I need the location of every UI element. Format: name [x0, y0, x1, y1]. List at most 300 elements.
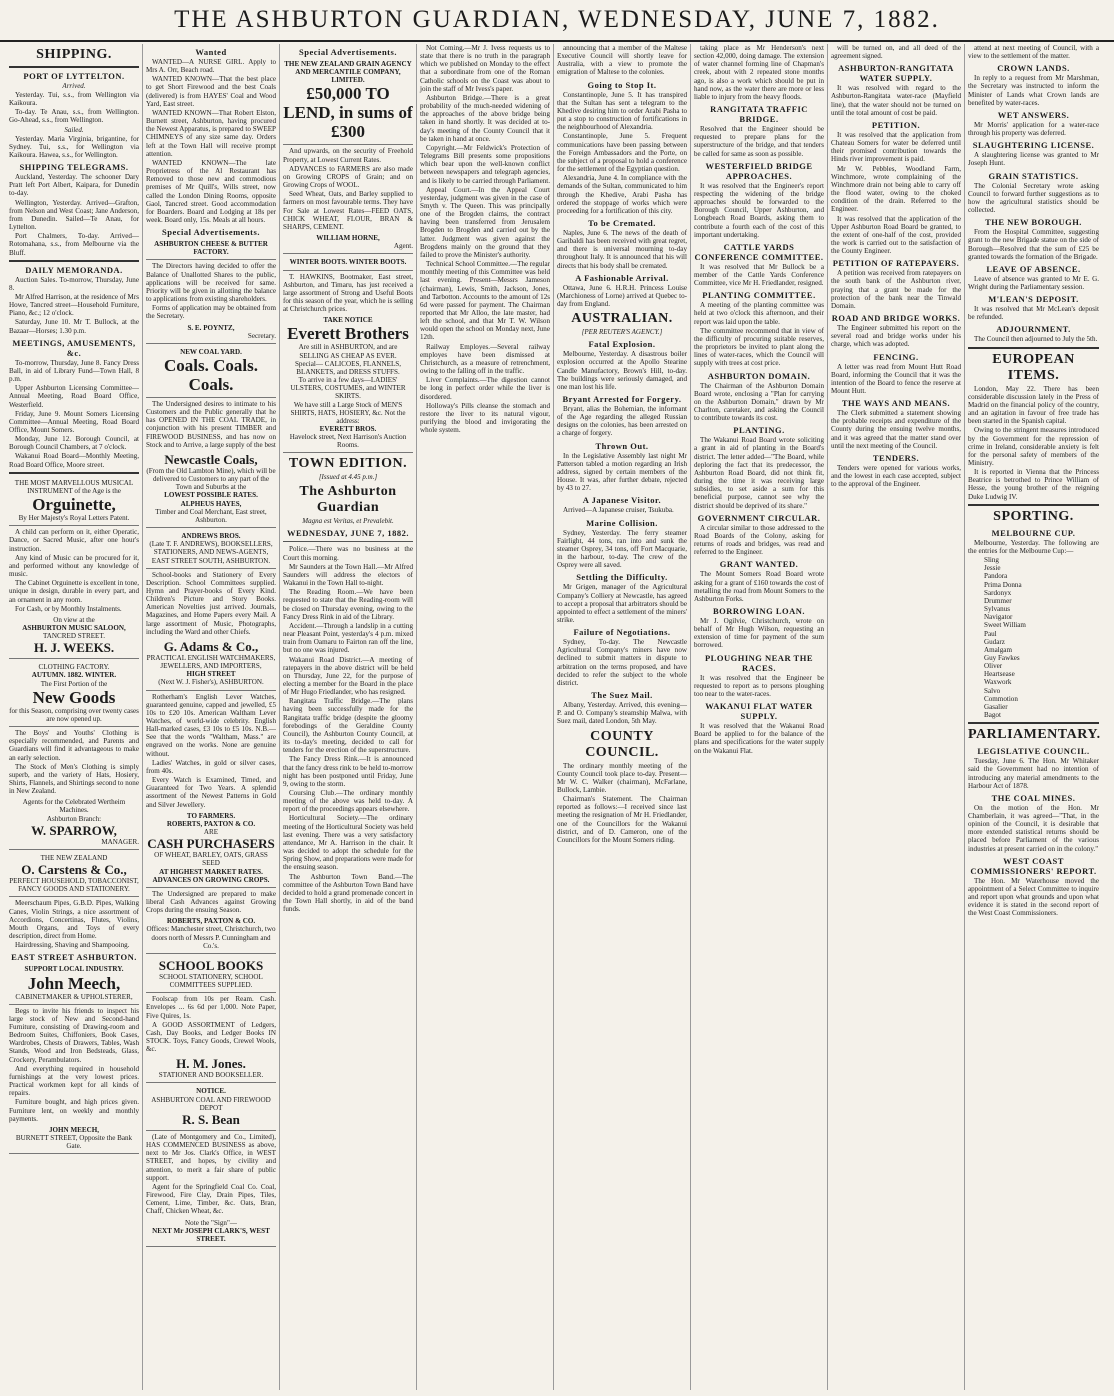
article-paragraph: Horticultural Society.—The ordinary meeting of the Horticultural Society was held last evening. There was a very satisfactory attendance, Mr A. Harrison in the chair. It was decided to adopt the schedule for the Spring Show, and preparations were made for the ensuing season. — [283, 814, 413, 872]
section-heading: SHIPPING. — [36, 47, 112, 62]
article-paragraph: Ottawa, June 6. H.R.H. Princess Louise (Marchioness of Lorne) arrived at Quebec to-day from England. — [557, 283, 687, 309]
article-paragraph: announcing that a member of the Maltese Executive Council will shortly leave for Australia, with a view to promote the emigration of Maltese to the colonies. — [557, 44, 687, 77]
article-paragraph: A slaughtering license was granted to Mr Joseph Hunt. — [968, 151, 1099, 168]
article-paragraph: Not Coming.—Mr J. Ivess requests us to state that there is no truth in the paragraph which we published on Monday to the effect that a subordinate from one of the Roman Catholic schools on the Coast was about to join the staff of Mr Ivess's paper. — [420, 44, 550, 93]
section-divider — [968, 347, 1099, 349]
section-heading: ROAD AND BRIDGE WORKS. — [831, 313, 961, 324]
article-paragraph: The Reading Room.—We have been requested to state that the Reading-room will be closed on Thursday evening, owing to the Fancy Dress Rink in aid of the Library. — [283, 588, 413, 621]
article-paragraph: School-books and Stationery of Every Description. School Committees supplied. Hymn and Prayer-books of Every Kind. Children's Picture and Story Books. American Novelties just arrived. Journals, Magazines, and Home Papers every Mail. A large assortment of Music, Photographs, including the Ward and other Chiefs. — [146, 570, 276, 636]
article-paragraph: Friday, June 9. Mount Somers Licensing Committee—Annual Meeting, Road Board Office, Mount Somers. — [9, 409, 139, 434]
article-paragraph: WANTED KNOWN—That the best place to get Short Firewood and the best Coals (delivered) is from HAYES' Coal and Wood Yard, East street. — [146, 75, 276, 108]
article-paragraph: The Fancy Dress Rink.—It is announced that the fancy dress rink to be held to-morrow night has been postponed until Friday, June 9, owing to the storm. — [283, 755, 414, 788]
article-paragraph: It was resolved that the Engineer's report respecting the widening of the bridge approaches should be forwarded to the Borough Council, Upper Ashburton, and Longbeach Road Boards, asking them to contribute a fourth each of the cost of this important undertaking. — [694, 181, 824, 239]
advertisement — [146, 238, 276, 260]
advertisement — [146, 322, 276, 344]
advertisement-line: THE MOST MARVELLOUS MUSICAL INSTRUMENT of the Age is the — [14, 478, 134, 495]
article-paragraph: The Clerk submitted a statement showing the probable receipts and expenditure of the County during the ensuing twelve months, and it was agreed that the matter stand over until the next meeting of the Council. — [831, 409, 961, 450]
entry-name: Oliver — [984, 662, 1003, 671]
section-heading: RANGITATA TRAFFIC BRIDGE. — [710, 104, 808, 125]
advertisement-line: Newcastle Coals, — [164, 451, 258, 467]
advertisement-line: LOWEST POSSIBLE RATES. — [164, 491, 258, 500]
article-paragraph: It was resolved that Mr McLean's deposit be refunded. — [968, 305, 1099, 322]
advertisement-line: ARE — [203, 828, 219, 837]
advertisement-line: ROBERTS, PAXTON & CO. — [166, 819, 256, 828]
advertisement-line: CLOTHING FACTORY. — [38, 663, 110, 672]
entry-name: Sardonyx — [984, 588, 1012, 597]
article-paragraph: Railway Employes.—Several railway employes have been dismissed at Christchurch, as a measure of retrenchment, owing to the falling off in the traffic. — [420, 342, 550, 376]
advertisement-line: NEW COAL YARD. — [180, 347, 242, 356]
article-paragraph: attend at next meeting of Council, with a view to the settlement of the matter. — [968, 44, 1099, 61]
advertisement — [9, 661, 139, 727]
advertisement-line: Are still in ASHBURTON, and are SELLING AS CHEAP AS EVER. — [298, 343, 398, 360]
section-divider — [968, 504, 1099, 506]
advertisement — [146, 637, 276, 691]
advertisement-line: (Late T. F. ANDREWS), BOOKSELLERS, STATIONERS, AND NEWS-AGENTS, EAST STREET SOUTH, ASHBURTON. — [149, 540, 273, 565]
article-paragraph: Yesterday. Tui, s.s., from Wellington via Kaikoura. — [9, 91, 139, 108]
section-heading: MELBOURNE CUP. — [991, 527, 1076, 538]
article-paragraph: The Undersigned desires to intimate to his Customers and the Public generally that he has OPENED IN THE COAL TRADE, in conjunction with his present TIMBER and FIREWOOD BUSINESS, and has now on Stock and to Arrive, a large supply of the best — [146, 400, 276, 449]
article-paragraph: Ashburton Bridge.—There is a great probability of the much-needed widening of the approaches of the above bridge being taken in hand shortly. It was decided at to-day's meeting of the County Council that it be taken in hand at once. — [420, 93, 550, 143]
advertisement-line: Agents for the Celebrated Wertheim Machines. — [22, 798, 126, 815]
advertisement-line: On view at the — [53, 615, 95, 624]
advertisement-line: Coals. Coals. Coals. — [164, 356, 258, 394]
section-heading: Thrown Out. — [595, 440, 649, 451]
advertisement — [9, 614, 139, 659]
section-heading: PORT OF LYTTELTON. — [23, 71, 125, 81]
article-paragraph: Constantinople, June 5. It has transpired that the Sultan has sent a telegram to the Khedive desiring him to order Arabi Pasha to put a stop to construction of fortifications in the neighbourhood of Alexandria. — [557, 90, 687, 132]
section-heading: M'LEAN'S DEPOSIT. — [988, 294, 1079, 305]
article-paragraph: The Directors having decided to offer the Balance of Unallotted Shares to the public, applications will be received for same. Priority will be given in allotting the balance to applications from existing shareholders. — [146, 262, 276, 304]
column-rule — [283, 541, 413, 542]
advertisement-line: EVERETT BROS. — [319, 425, 377, 433]
article-paragraph: A circular similar to those addressed to the Road Boards of the Colony, asking for returns of roads and bridges, was read and referred to the Engineer. — [694, 523, 824, 557]
section-heading: GRANT WANTED. — [719, 559, 799, 570]
article-paragraph: Tuesday, June 6. The Hon. Mr Whitaker said the Government had no intention of introducing any material amendments to the Harbour Act of 1878. — [968, 757, 1099, 790]
advertisement-line: Special— CALICOES, FLANNELS, BLANKETS, and DRESS STUFFS. — [294, 359, 401, 376]
entry-name: Guy Fawkes — [984, 653, 1020, 662]
advertisement — [9, 796, 139, 850]
advertisement-line: Offices: Manchester street, Christchurch, two doors north of Messrs P. Cunningham and Co.'s. — [146, 925, 276, 950]
article-paragraph: The committee recommend that in view of the difficulty of procuring suitable reserves, the proprietors be invited to plant along the lines of water-races, which the Council will supply with trees at cost price. — [694, 326, 824, 368]
section-heading: THE NEW BOROUGH. — [985, 217, 1082, 228]
advertisement-line: Secretary. — [247, 331, 276, 340]
article-paragraph: Owing to the stringent measures introduced by the Government for the repression of crime in Ireland, considerable anxiety is felt for the personal safety of members of the Ministry. — [968, 426, 1099, 467]
article-paragraph: And everything required in household furnishings at the very lowest prices. Practical workmen kept for all kinds of repairs. — [9, 1064, 139, 1098]
advertisement-line: CABINETMAKER & UPHOLSTERER, — [15, 992, 133, 1001]
advertisement-line: AUTUMN. 1882. WINTER. — [31, 671, 117, 680]
advertisement-line: H. M. Jones. — [176, 1056, 246, 1072]
advertisement — [146, 1085, 276, 1130]
subheading: [Issued at 4.45 p.m.] — [318, 473, 378, 482]
section-heading: FENCING. — [873, 351, 919, 362]
advertisement — [146, 530, 276, 569]
advertisement-line: OF WHEAT, BARLEY, OATS, GRASS SEED — [154, 851, 268, 868]
article-paragraph: T. HAWKINS, Bootmaker, East street, Ashburton, and Timaru, has just received a large assortment of Strong and Useful Boots for this season of the year, which he is selling at Christchurch prices. — [283, 272, 413, 314]
column-4 — [417, 44, 554, 1390]
advertisement-line: (Next W. J. Fisher's), ASHBURTON. — [158, 678, 264, 687]
advertisement-line: R. S. Bean — [182, 1111, 240, 1127]
section-heading: WESTERFIELD BRIDGE APPROACHES. — [705, 160, 813, 181]
article-paragraph: Arrived—A Japanese cruiser, Tsukuba. — [563, 506, 674, 515]
article-paragraph: Police.—There was no business at the Court this morning. — [283, 545, 413, 562]
section-heading: THE WAYS AND MEANS. — [841, 398, 951, 409]
advertisement-line: SUPPORT LOCAL INDUSTRY. — [24, 965, 124, 974]
advertisement-line: The First Portion of the — [40, 679, 108, 688]
article-paragraph: Resolved that the Engineer should be requested to prepare plans for the superstructure of the bridge, and that tenders be called for same as soon as possible. — [694, 125, 824, 158]
article-paragraph: Begs to invite his friends to inspect his large stock of New and Second-hand Furniture, consisting of Drawing-room and Bedroom Suites, Chiffoniers, Book Cases, Wardrobes, Chests of Drawers, Tables, Wash Stands, Wood and Iron Bedsteads, Glass, Crockery, Perambulators. — [9, 1006, 139, 1064]
article-paragraph: To-morrow, Thursday, June 8. Fancy Dress Ball, in aid of Library Fund—Town Hall, 8 p.m. — [9, 358, 139, 384]
article-paragraph: Mr J. Ogilvie, Christchurch, wrote on behalf of Mr Hugh Wilson, requesting an extension of time for payment of the sum borrowed. — [694, 616, 824, 650]
advertisement-line: ANDREWS BROS. — [181, 532, 241, 541]
section-heading: WAKANUI FLAT WATER SUPPLY. — [705, 701, 813, 722]
article-paragraph: Mr W. Pebbles, Woodland Farm, Winchmore, wrote complaining of the Winchmore drain not being able to carry off the flood water, owing to the choked condition of the drain. Referred to the Engineer. — [831, 164, 961, 214]
article-paragraph: A letter was read from Mount Hutt Road Board, informing the Council that it was the intention of the Board to fence the reserve at Mount Hutt. — [831, 362, 961, 395]
article-paragraph: The Cabinet Orguinette is excellent in tone, unique in design, durable in every part, and an ornament in any room. — [9, 579, 139, 604]
article-paragraph: taking place as Mr Henderson's next section 42,000, doing damage. The extension of water channel forming line of Chapman's creek, about with 2 repeated stone months ago, is also a work which should be put in hand now, as the water there are more or less liable to injury from the heavy floods. — [694, 44, 824, 101]
advertisement-line: CASH PURCHASERS — [147, 836, 275, 852]
article-paragraph: Sydney, Yesterday. The ferry steamer Fairlight, 44 tons, ran into and sunk the steamer Osprey, 34 tons, off Fort Macquarie, in the harbour, to-day. The crew of the Osprey were all saved. — [557, 528, 687, 570]
entry-name: Jessie — [984, 564, 1001, 573]
advertisement — [146, 346, 276, 398]
article-paragraph: The Chairman of the Ashburton Domain Board wrote, enclosing a "Plan for carrying on the Ashburton Domain," drawn by Mr Charlton, caretaker, and asking the Council to contribute towards its cost. — [694, 381, 824, 423]
advertisement-line: TANCRED STREET. — [43, 632, 105, 641]
article-paragraph: Wakanui Road District.—A meeting of ratepayers in the above district will be held on Thursday, June 22, for the purpose of electing a member for the Board in the place of Mr Hugo Friedlander, who has resigned. — [283, 655, 413, 697]
article-paragraph: Forms of application may be obtained from the Secretary. — [146, 304, 276, 321]
advertisement-line: ROBERTS, PAXTON & CO. — [166, 917, 256, 926]
article-paragraph: It was resolved that the application from Chateau Somers for water be deferred until their promised contribution towards the Hinds river improvement is paid. — [831, 130, 961, 164]
advertisement — [146, 1054, 276, 1083]
advertisement-line: £50,000 TO LEND, in sums of £300 — [283, 84, 413, 142]
entry-name: Paul — [984, 629, 997, 638]
advertisement-line: New Goods — [32, 687, 116, 707]
entry-name: Salvo — [984, 686, 1001, 695]
advertisement-line: WINTER BOOTS. WINTER BOOTS. — [289, 258, 407, 267]
section-heading: Special Advertisements. — [299, 47, 397, 57]
article-paragraph: Melbourne, Yesterday. The following are the entries for the Melbourne Cup:— — [968, 538, 1099, 555]
section-heading: DAILY MEMORANDA. — [25, 264, 123, 275]
section-heading: CATTLE YARDS CONFERENCE COMMITTEE. — [694, 241, 824, 262]
advertisement-line: MANAGER. — [101, 837, 139, 846]
section-heading: ASHBURTON-RANGITATA WATER SUPPLY. — [838, 63, 954, 84]
section-heading: GOVERNMENT CIRCULAR. — [697, 512, 821, 523]
article-paragraph: The Council then adjourned to July the 5th. — [974, 335, 1098, 344]
advertisement-line: ASHBURTON CHEESE & BUTTER FACTORY. — [154, 240, 268, 257]
column-2 — [143, 44, 280, 1390]
section-heading: Wanted — [195, 47, 227, 57]
section-heading: Special Advertisements. — [162, 227, 260, 238]
article-paragraph: Agent for the Springfield Coal Co. Coal, Firewood, Fire Clay, Drain Pipes, Tiles, Cement, Lime, Timber, &c. Oats, Bran, Chaff, Chicken Wheat, &c. — [146, 1182, 276, 1216]
article-paragraph: A child can perform on it, either Operatic, Dance, or Sacred Music, after one hour's instruction. — [9, 528, 139, 553]
entry-name: Heartsease — [984, 670, 1015, 679]
section-divider — [9, 260, 139, 262]
article-paragraph: It was resolved that the application of the Upper Ashburton Road Board be granted, to the extent of one-half of the cost, provided the work is carried out to the satisfaction of the County Engineer. — [831, 214, 961, 256]
advertisement — [9, 477, 139, 526]
advertisement-line: NEXT Mr JOSEPH CLARK'S, WEST STREET. — [152, 1226, 270, 1243]
article-paragraph: A meeting of the planting committee was held at two o'clock this afternoon, and their report was laid upon the table. — [694, 301, 824, 326]
article-paragraph: The Stock of Men's Clothing is simply superb, and the variety of Hats, Hosiery, Shirts, Flannels, and Shirtings second to none in New Zealand. — [9, 762, 139, 796]
advertisement-line: TAKE NOTICE — [323, 316, 373, 325]
article-paragraph: It is reported in Vienna that the Princess Beatrice is betrothed to Prince William of Hesse, the young brother of the reigning Duke Ludwig IV. — [968, 468, 1099, 501]
article-paragraph: Mr Saunders at the Town Hall.—Mr Alfred Saunders will address the electors of Wakanui in the Town Hall to-night. — [283, 562, 413, 588]
article-paragraph: A petition was received from ratepayers on the south bank of the Ashburton river, praying that a grant be made for the protection of the bank near the Tinwald Domain. — [831, 269, 961, 310]
section-heading: The Ashburton Guardian — [299, 484, 397, 516]
article-paragraph: The Colonial Secretary wrote asking Council to forward further suggestions as to how the agricultural statistics should be collected. — [968, 181, 1099, 215]
section-heading: WEDNESDAY, JUNE 7, 1882. — [287, 528, 409, 539]
article-paragraph: Auction Sales. To-morrow, Thursday, June 8. — [9, 275, 139, 292]
entry-name: Commotion — [984, 694, 1018, 703]
section-heading: ADJOURNMENT. — [996, 324, 1071, 335]
advertisement-line: SCHOOL BOOKS — [158, 957, 264, 973]
article-paragraph: A GOOD ASSORTMENT of Ledgers, Cash, Day Books, and Ledger Books IN STOCK. Toys, Fancy Goods, Crewel Wools, &c. — [146, 1020, 276, 1054]
subheading: [PER REUTER'S AGENCY.] — [581, 328, 663, 337]
advertisement-line: ASHBURTON MUSIC SALOON, — [22, 623, 126, 632]
section-heading: THE COAL MINES. — [991, 792, 1076, 803]
article-paragraph: Copyright.—Mr Feldwick's Protection of Telegrams Bill presents some propositions which bear upon the well-known conflict between newspapers and telegraph agencies, and is likely to be carried through Parliament. — [420, 143, 551, 185]
column-5 — [554, 44, 691, 1390]
section-heading: CROWN LANDS. — [997, 63, 1070, 74]
column-8 — [965, 44, 1102, 1390]
article-paragraph: The Undersigned are prepared to make liberal Cash Advances against Growing Crops during the ensuing Season. — [146, 889, 276, 915]
section-heading: LEAVE OF ABSENCE. — [986, 263, 1081, 274]
article-paragraph: Ladies' Watches, in gold or silver cases, from 40s. — [146, 758, 276, 775]
subheading: Magna est Veritas, et Prevalebit. — [302, 517, 394, 526]
advertisement-line: Timber and Coal Merchant, East street, Ashburton. — [155, 507, 267, 524]
advertisement-line: SCHOOL STATIONERY, SCHOOL COMMITTEES SUPPLIED. — [159, 972, 263, 990]
article-paragraph: (Late of Montgomery and Co., Limited), HAS COMMENCED BUSINESS as above, next to Mr Jos. Clark's Office, in WEST STREET, and hopes, by civility and attention, to merit a fair share of public support. — [146, 1132, 276, 1182]
section-heading: SHIPPING TELEGRAMS. — [19, 162, 129, 173]
article-paragraph: will be turned on, and all deed of the agreement signed. — [831, 44, 961, 61]
advertisement-line: THE NEW ZEALAND — [40, 853, 108, 862]
entry-name: Amalgam — [984, 645, 1012, 654]
advertisement-line: John Meech, — [27, 973, 121, 993]
advertisement — [9, 963, 139, 1004]
article-paragraph: Technical School Committee.—The regular monthly meeting of this Committee was held last evening. Present—Messrs Jameson (chairman), Lewis, Smith, Jackson, Jones, and Tarbotton. Accounts to the amount of 12s 6d were passed for payment. The Chairman reported that Mr Alloo, the late master, had left the school, and that Mr T. W. Wilson would open the school on Monday next, June 12th. — [420, 260, 550, 342]
article-paragraph: Furniture bought, and high prices given. Furniture lent, on weekly and monthly payments. — [9, 1098, 139, 1123]
advertisement-line: Everett Brothers — [287, 324, 409, 344]
article-paragraph: From the Hospital Committee, suggesting grant to the new Brigade statue on the side of Borough—Resolved that the sum of £25 be granted towards the formation of the Brigade. — [968, 228, 1099, 261]
entry-name: Sling — [984, 556, 999, 565]
advertisement-line: Note the "Sign"— — [185, 1218, 237, 1227]
advertisement-line: Ashburton Branch: — [46, 814, 102, 823]
article-paragraph: Upper Ashburton Licensing Committee—Annual Meeting, Road Board Office, Westerfield. — [9, 384, 139, 409]
section-heading: Settling the Difficulty. — [576, 572, 668, 583]
entry-name: Drummer — [984, 596, 1012, 605]
section-heading: A Japanese Visitor. — [582, 495, 662, 506]
article-paragraph: Monday, June 12. Borough Council, at Borough Council Chambers, at 7 o'clock. — [9, 435, 139, 452]
section-heading: EAST STREET ASHBURTON. — [11, 952, 137, 963]
article-paragraph: Rangitata Traffic Bridge.—The plans having been successfully made for the Rangitata traffic bridge (despite the gloomy forebodings of the Geraldine County Council), the Ashburton County Council, at its to-day's meeting, decided to call for tenders for the erection of the superstructure. — [283, 697, 413, 755]
advertisement — [9, 1124, 139, 1154]
article-paragraph: ADVANCES to FARMERS are also made on Growing CROPS of Grain; and on Growing Crops of WOOL. — [283, 164, 413, 190]
advertisement — [283, 314, 413, 453]
article-paragraph: Mr Morris' application for a water-race through his property was deferred. — [968, 120, 1099, 138]
section-heading: PETITION. — [871, 119, 921, 130]
advertisement-line: ASHBURTON COAL AND FIREWOOD DEPOT — [151, 1095, 271, 1112]
article-paragraph: WANTED KNOWN—The late Proprietress of the Al Restaurant has Removed to those new and commodious premises of Mr Quill's, Wills street, now called the London Dining Rooms, opposite Gaol, Tancred street. Good accommodation for Boarders. Board and Lodging at 18s per week. Board only, 15s. Meals at all hours. — [146, 158, 276, 224]
article-paragraph: Meerschaum Pipes, G.B.D. Pipes, Walking Canes, Violin Strings, a nice assortment of Accordions, Concertinas, Flutes, Violins, Mouth Organs, and Toys of every description, direct from Home. — [9, 899, 139, 941]
article-paragraph: Rotherham's English Lever Watches, guaranteed genuine, capped and jewelled, £5 10s to £20 10s. American Waltham Lever Watches, of world-wide celebrity. English Hall-marked cases, £3 10s to £5 10s. N.B.—See that the words "Waltham, Mass." are engraved on the works. None are genuine without. — [146, 692, 276, 758]
article-paragraph: The Boys' and Youths' Clothing is especially recommended, and Parents and Guardians will find it advantageous to make an early selection. — [9, 729, 139, 762]
article-paragraph: Seed Wheat, Oats, and Barley supplied to farmers on most favourable terms. They have For Sale at Lowest Rates—FEED OATS, CHICK WHEAT, FLOUR, BRAN & SHARPS, CEMENT. — [283, 190, 413, 231]
section-heading: PLOUGHING NEAR THE RACES. — [704, 652, 814, 673]
article-paragraph: And upwards, on the security of Freehold Property, at Lowest Current Rates. — [283, 147, 413, 164]
advertisement — [146, 956, 276, 993]
entry-name: Navigator — [984, 613, 1013, 622]
advertisement-line: O. Carstens & Co., — [21, 862, 127, 878]
section-heading: TOWN EDITION. — [288, 456, 408, 472]
article-paragraph: It was resolved that Mr Bullock be a member of the Cattle Yards Conference Committee, vice Mr H. Friedlander, resigned. — [694, 262, 824, 288]
article-paragraph: The Wakanui Road Board wrote soliciting a grant in aid of planting in the Board's district. The letter added—"The Board, while deploring the fact that its predecessor, the Ashburton Road Board, did not think fit, during the time it was receiving large subsidies, to set aside a sum for this beneficial purpose, cannot see why the district should be deprived of its share." — [694, 436, 824, 510]
article-paragraph: Any kind of Music can be procured for it, and performed without any knowledge of music. — [9, 553, 139, 579]
section-heading: AUSTRALIAN. — [571, 311, 673, 327]
section-heading: GRAIN STATISTICS. — [988, 170, 1079, 181]
article-paragraph: Yesterday. Maria Virginia, brigantine, for Sydney. Tui, s.s., for Wellington via Kaikoura. Hawea, s.s., for Wellington. — [9, 134, 139, 159]
article-paragraph: The Ashburton Town Band.—The committee of the Ashburton Town Band have decided to hold a grand promenade concert in the Town Hall shortly, in aid of the band funds. — [283, 872, 413, 914]
article-paragraph: It was resolved that the Engineer be requested to report as to persons ploughing too near to the water-races. — [694, 673, 824, 698]
section-heading: Fatal Explosion. — [588, 339, 656, 350]
section-heading: Going to Stop It. — [587, 79, 657, 90]
section-heading: WEST COAST COMMISSIONERS' REPORT. — [970, 855, 1097, 876]
section-heading: ASHBURTON DOMAIN. — [707, 370, 811, 381]
masthead: THE ASHBURTON GUARDIAN, WEDNESDAY, JUNE 7, 1882. — [0, 0, 1114, 42]
entry-name: Pandora — [984, 572, 1008, 581]
advertisement — [146, 810, 276, 888]
article-paragraph: Appeal Court.—In the Appeal Court yesterday, judgment was given in the case of Smyth v. The Queen. This was principally one of the Brogden claims, the contract having been transferred from Jerusalem Brogden to Brogden and carried out by the latter. Judgment was given against the Brogdens mainly on the ground that they failed to prove the Minister's authority. — [420, 185, 550, 259]
advertisement — [283, 58, 413, 145]
columns — [6, 44, 1110, 1390]
article-paragraph: Leave of absence was granted to Mr E. G. Wright during the Parliamentary session. — [968, 274, 1099, 291]
entry-name: Waxwork — [984, 678, 1012, 687]
article-paragraph: WANTED—A NURSE GIRL. Apply to Mrs A. Orr, Beach road. — [146, 58, 276, 75]
article-paragraph: Mr Alfred Harrison, at the residence of Mrs Howe, Tancred street—Household Furniture, Piano, &c.; 12 o'clock. — [9, 292, 139, 318]
article-paragraph: Bryant, alias the Bohemian, the informant of the Age regarding the alleged Russian designs on the colonies, has been arrested on a charge of forgery. — [557, 405, 687, 438]
article-paragraph: Coursing Club.—The ordinary monthly meeting of the above was held to-day. A report of the proceedings appears elsewhere. — [283, 789, 413, 814]
entry-name: Prima Donna — [984, 580, 1022, 589]
advertisement — [283, 256, 413, 270]
advertisement — [9, 852, 139, 897]
advertisement-line: for this Season, comprising over twenty cases are now opened up. — [9, 706, 139, 723]
section-heading: Failure of Negotiations. — [573, 627, 671, 638]
article-paragraph: London, May 22. There has been considerable discussion lately in the Press of Madrid on the financial policy of the country, and an agitation in favour of free trade has been started in the Spanish capital. — [968, 384, 1099, 426]
article-paragraph: Naples, June 6. The news of the death of Garibaldi has been received with great regret, and there is universal mourning to-day throughout Italy. It is announced that his will directs that his body shall be cremated. — [557, 228, 687, 270]
column-7 — [828, 44, 965, 1390]
article-paragraph: To-day. Te Anau, s.s., from Wellington. Go-Ahead, s.s., from Wellington. — [9, 108, 139, 125]
section-heading: SPORTING. — [993, 508, 1074, 524]
article-paragraph: Auckland, Yesterday. The schooner Dary Pratt left Port Albert, Kaipara, for Dunedin to-day. — [9, 173, 139, 198]
advertisement-line: H. J. WEEKS. — [33, 640, 115, 656]
advertisement-line: S. E. POYNTZ, — [187, 323, 235, 332]
section-heading: MEETINGS, AMUSEMENTS, &c. — [12, 337, 136, 358]
section-heading: BORROWING LOAN. — [712, 605, 806, 616]
article-paragraph: On the motion of the Hon. Mr Chamberlain, it was agreed—"That, in the opinion of the Council, it is desirable that more extended statistical returns should be placed before Parliament of the various industries at present carried on in the colony." — [968, 803, 1099, 853]
advertisement-line: STATIONER AND BOOKSELLER. — [158, 1071, 264, 1080]
article-paragraph: The Hon. Mr Waterhouse moved the appointment of a Select Committee to inquire and report upon what grounds and upon what evidence it is stated in the second report of the West Coast Commissioners. — [968, 876, 1099, 918]
article-paragraph: For Cash, or by Monthly Instalments. — [15, 604, 122, 613]
advertisement — [146, 915, 276, 954]
article-paragraph: It was resolved that the Wakanui Road Board be applied to for the balance of the plans and specifications for the water supply on the Wakanui Flat. — [694, 722, 824, 755]
article-paragraph: Alexandria, June 4. In compliance with the demands of the Sultan, communicated to him through the Khedive, Arabi Pasha has ordered the stoppage of works which were proceeding for a fortification of this city. — [557, 174, 687, 215]
advertisement-line: Havelock street, Next Harrison's Auction Rooms. — [289, 433, 407, 450]
article-paragraph: Constantinople, June 5. Frequent communications have been passing between the Foreign Ambassadors and the Porte, on the subject of a proposal to hold a conference for the settlement of the Egyptian question. — [557, 132, 687, 174]
advertisement-line: (From the Old Lambton Mine), which will be delivered to Customers to any part of the Town and Suburbs at the — [146, 466, 276, 492]
article-paragraph: In reply to a request from Mr Marshman, the Secretary was instructed to inform the Minister of Lands what Crown lands are benefited by water-races. — [968, 74, 1099, 107]
article-paragraph: In the Legislative Assembly last night Mr Patterson tabled a motion regarding an Irish address, signed by certain members of the House. It was, after further debate, rejected by 43 to 27. — [557, 451, 687, 493]
section-heading: The Suez Mail. — [591, 690, 653, 701]
advertisement-line: JOHN MEECH, — [48, 1125, 100, 1134]
article-paragraph: Melbourne, Yesterday. A disastrous boiler explosion occurred at the Apollo Stearine Candle Manufactory, Brown's Hill, to-day. The buildings were seriously damaged, and one man lost his life. — [557, 350, 687, 391]
section-heading: PETITION OF RATEPAYERS. — [832, 258, 960, 269]
article-paragraph: Albany, Yesterday. Arrived, this evening—P. and O. Company's steamship Malwa, with Suez mail, dated London, 5th May. — [557, 701, 687, 726]
advertisement-line: ADVANCES ON GROWING CROPS. — [152, 875, 270, 884]
advertisement-line: G. Adams & Co., — [163, 638, 259, 654]
article-paragraph: Mr Grigen, manager of the Agricultural Company's Colliery at Newcastle, has agreed to accept a proposal that arbitrators should be appointed to effect a settlement of the miners' strike. — [557, 583, 687, 624]
advertisement-line: WILLIAM HORNE, — [316, 234, 380, 243]
advertisement-line: W. SPARROW, — [31, 822, 117, 838]
article-paragraph: It was resolved with regard to the Ashburton-Rangitata water-race (Mayfield line), that the water should not be turned on until the total amount of cost be paid. — [831, 84, 961, 117]
entry-name: Sylvanus — [984, 605, 1011, 614]
article-paragraph: Sydney, To-day. The Newcastle Agricultural Company's miners have now declined to submit matters in dispute to arbitration on the terms proposed, and have decided to refer the subject to the whole district. — [557, 638, 687, 687]
entry-name: Sweet William — [984, 621, 1026, 630]
subheading: Sailed. — [64, 125, 84, 134]
advertisement — [146, 1217, 276, 1247]
article-paragraph: Every Watch is Examined, Timed, and Guaranteed for Two Years. A splendid assortment of the Newest Patterns in Gold and Silver Jewellery. — [146, 776, 276, 809]
article-paragraph: Foolscap from 10s per Ream. Cash. Envelopes ... 6s 6d per 1,000. Note Paper, Five Quires, 1s. — [146, 995, 276, 1020]
article-paragraph: Accident.—Through a landslip in a cutting near Pleasant Point, yesterday's 4 p.m. mixed train from Oamaru to Fairton ran off the line, but no one was injured. — [283, 621, 413, 655]
entry-name: Gasalier — [984, 702, 1008, 711]
article-paragraph: Chairman's Statement. The Chairman reported as follows:—I received since last meeting the resignation of Mr H. Friedlander, one of the Councillors for the Wakanui district, and of D. Cameron, one of the Councillors for the Mount Somers riding. — [557, 795, 687, 844]
section-heading: EUROPEAN ITEMS. — [992, 351, 1075, 383]
subheading: Arrived. — [62, 82, 86, 90]
section-heading: A Fashionable Arrival. — [575, 272, 669, 283]
article-paragraph: Port Chalmers, To-day. Arrived—Rotomahana, s.s., from Melbourne via the Bluff. — [9, 232, 139, 257]
article-paragraph: The ordinary monthly meeting of the County Council took place to-day. Present—Mr W. C. Walker (chairman), McFarlane, Bullock, Lambie. — [557, 761, 687, 794]
advertisement-line: Orguinette, — [32, 495, 116, 515]
advertisement-line: BURNETT STREET, Opposite the Bank Gate. — [15, 1134, 133, 1151]
advertisement-line: ALPHEUS HAYES, — [180, 499, 242, 508]
section-heading: WET ANSWERS. — [997, 109, 1070, 120]
advertisement-line: We have still a Large Stock of MEN'S SHIRTS, HATS, HOSIERY, &c. Not the address: — [290, 400, 406, 425]
section-heading: Bryant Arrested for Forgery. — [562, 394, 682, 404]
section-heading: PLANTING COMMITTEE. — [702, 290, 816, 301]
section-divider — [9, 66, 139, 68]
advertisement-line: Agent. — [393, 242, 413, 251]
advertisement-line: THE NEW ZEALAND GRAIN AGENCY AND MERCANTILE COMPANY, LIMITED. — [284, 60, 412, 85]
article-paragraph: Wakanui Road Board—Monthly Meeting, Road Board Office, Moore street. — [9, 452, 139, 469]
section-heading: PARLIAMENTARY. — [968, 727, 1101, 743]
section-heading: PLANTING. — [733, 425, 785, 436]
column-3 — [280, 44, 417, 1390]
section-heading: Marine Collision. — [586, 517, 658, 528]
article-paragraph: WANTED KNOWN—That Robert Elston, Burnett street, Ashburton, having procured the Newest Apparatus, is prepared to SWEEP CHIMNEYS of any size same day. Orders left at the Town Hall will receive prompt attention. — [146, 108, 276, 158]
article-paragraph: Hairdressing, Shaving and Shampooing. — [15, 941, 130, 950]
advertisement — [146, 450, 276, 528]
advertisement-line: NOTICE. — [196, 1087, 226, 1096]
article-paragraph: Holloway's Pills cleanse the stomach and restore the liver to its natural vigour, purifying the blood and invigorating the whole system. — [420, 401, 550, 435]
advertisement-line: PRACTICAL ENGLISH WATCHMAKERS, JEWELLERS, AND IMPORTERS, — [146, 653, 276, 671]
column-1 — [6, 44, 143, 1390]
entry-name: Gudarz — [984, 637, 1005, 646]
advertisement-line: By Her Majesty's Royal Letters Patent. — [18, 514, 130, 523]
section-heading: LEGISLATIVE COUNCIL. — [977, 746, 1090, 757]
section-heading: To be Cremated. — [588, 217, 656, 228]
section-divider — [968, 722, 1099, 724]
article-paragraph: Wellington, Yesterday. Arrived—Grafton, from Nelson and West Coast; Jane Anderson, from Dunedin. Sailed—Te Anau, for Lyttelton. — [9, 198, 139, 232]
advertisement-line: To arrive in a few days—LADIES' ULSTERS, COSTUMES, and WINTER SKIRTS. — [290, 376, 406, 401]
advertisement-line: HIGH STREET — [186, 670, 236, 679]
entry-name: Bagot — [984, 711, 1001, 720]
section-divider — [9, 472, 139, 474]
advertisement-line: PERFECT HOUSEHOLD, TOBACCONIST, FANCY GOODS AND STATIONERY. — [9, 877, 139, 894]
